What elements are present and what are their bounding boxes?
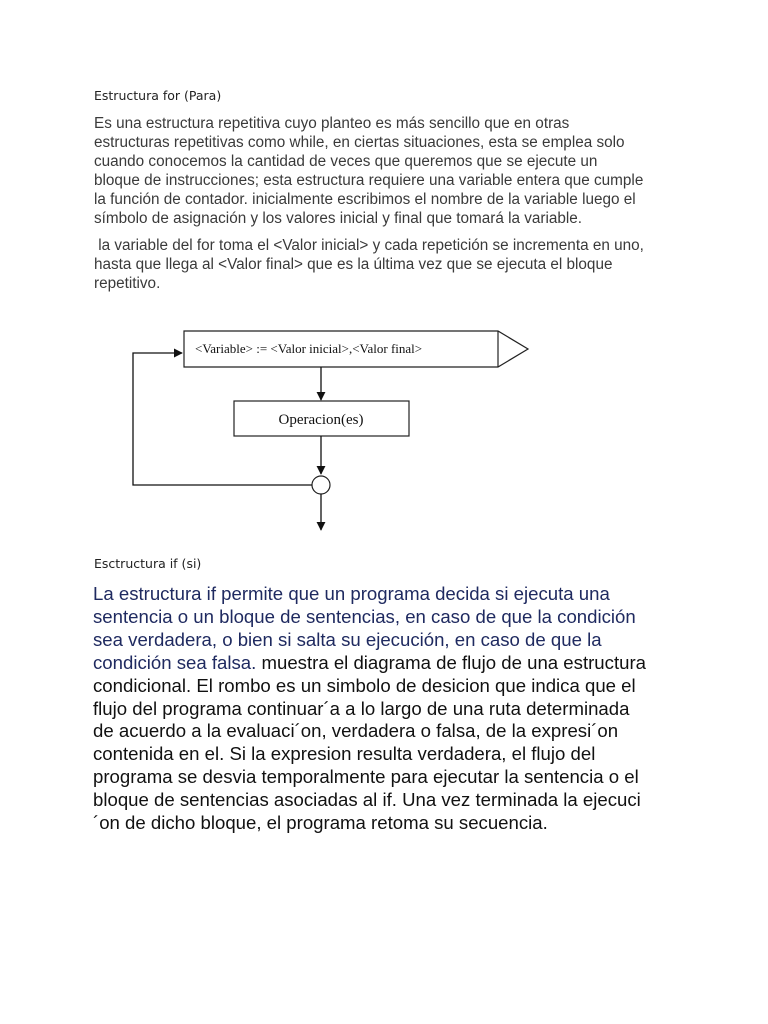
if-description-paragraph <box>93 583 693 835</box>
connector-circle <box>312 476 330 494</box>
text-line: bloque de instrucciones; esta estructura requiere una variable entera que cumple <box>94 172 644 189</box>
text-line: estructuras repetitivas como while, en ciertas situaciones, esta se emplea solo <box>94 134 625 151</box>
text-line: programa se desvia temporalmente para ejecutar la sentencia o el <box>93 766 639 788</box>
text-line: condicional. El rombo es un simbolo de desicion que indica que el <box>93 674 636 696</box>
text-line: símbolo de asignación y los valores inicial y final que tomará la variable. <box>94 210 583 227</box>
text-line: hasta que llega al <Valor final> que es la última vez que se ejecuta el bloque <box>94 256 613 273</box>
text-line: bloque de sentencias asociadas al if. Una vez terminada la ejecuci <box>93 789 641 811</box>
text-line: La estructura if permite que un programa decida si ejecuta una <box>93 583 610 604</box>
text-line: cuando conocemos la cantidad de veces que queremos que se ejecute un <box>94 153 598 170</box>
text-line: la función de contador. inicialmente escribimos el nombre de la variable luego el <box>94 191 636 208</box>
text-line: sentencia o un bloque de sentencias, en caso de que la condición <box>93 605 636 627</box>
text-line: ´on de dicho bloque, el programa retoma su secuencia. <box>93 812 548 834</box>
section-for-heading: Estructura for (Para) <box>94 88 222 103</box>
text-line: sea verdadera, o bien si salta su ejecución, en caso de que la <box>93 628 602 650</box>
text-line: repetitivo. <box>94 275 161 292</box>
text-line: de acuerdo a la evaluaci´on, verdadera o falsa, de la expresi´on <box>93 720 619 742</box>
text-line: flujo del programa continuar´a a lo largo de una ruta determinada <box>93 697 630 719</box>
text-line: Es una estructura repetitiva cuyo planteo es más sencillo que en otras <box>94 115 570 132</box>
text-line: contenida en el. Si la expresion resulta verdadera, el flujo del <box>93 743 596 765</box>
for-header-label: <Variable> := <Valor inicial>,<Valor final> <box>195 341 423 356</box>
text-line: la variable del for toma el <Valor inicial> y cada repetición se incrementa en uno, <box>94 237 644 254</box>
section-if-heading: Esctructura if (si) <box>94 556 202 571</box>
text-line: condición sea falsa. muestra el diagrama de flujo de una estructura <box>93 651 646 673</box>
operation-label: Operacion(es) <box>278 412 364 428</box>
